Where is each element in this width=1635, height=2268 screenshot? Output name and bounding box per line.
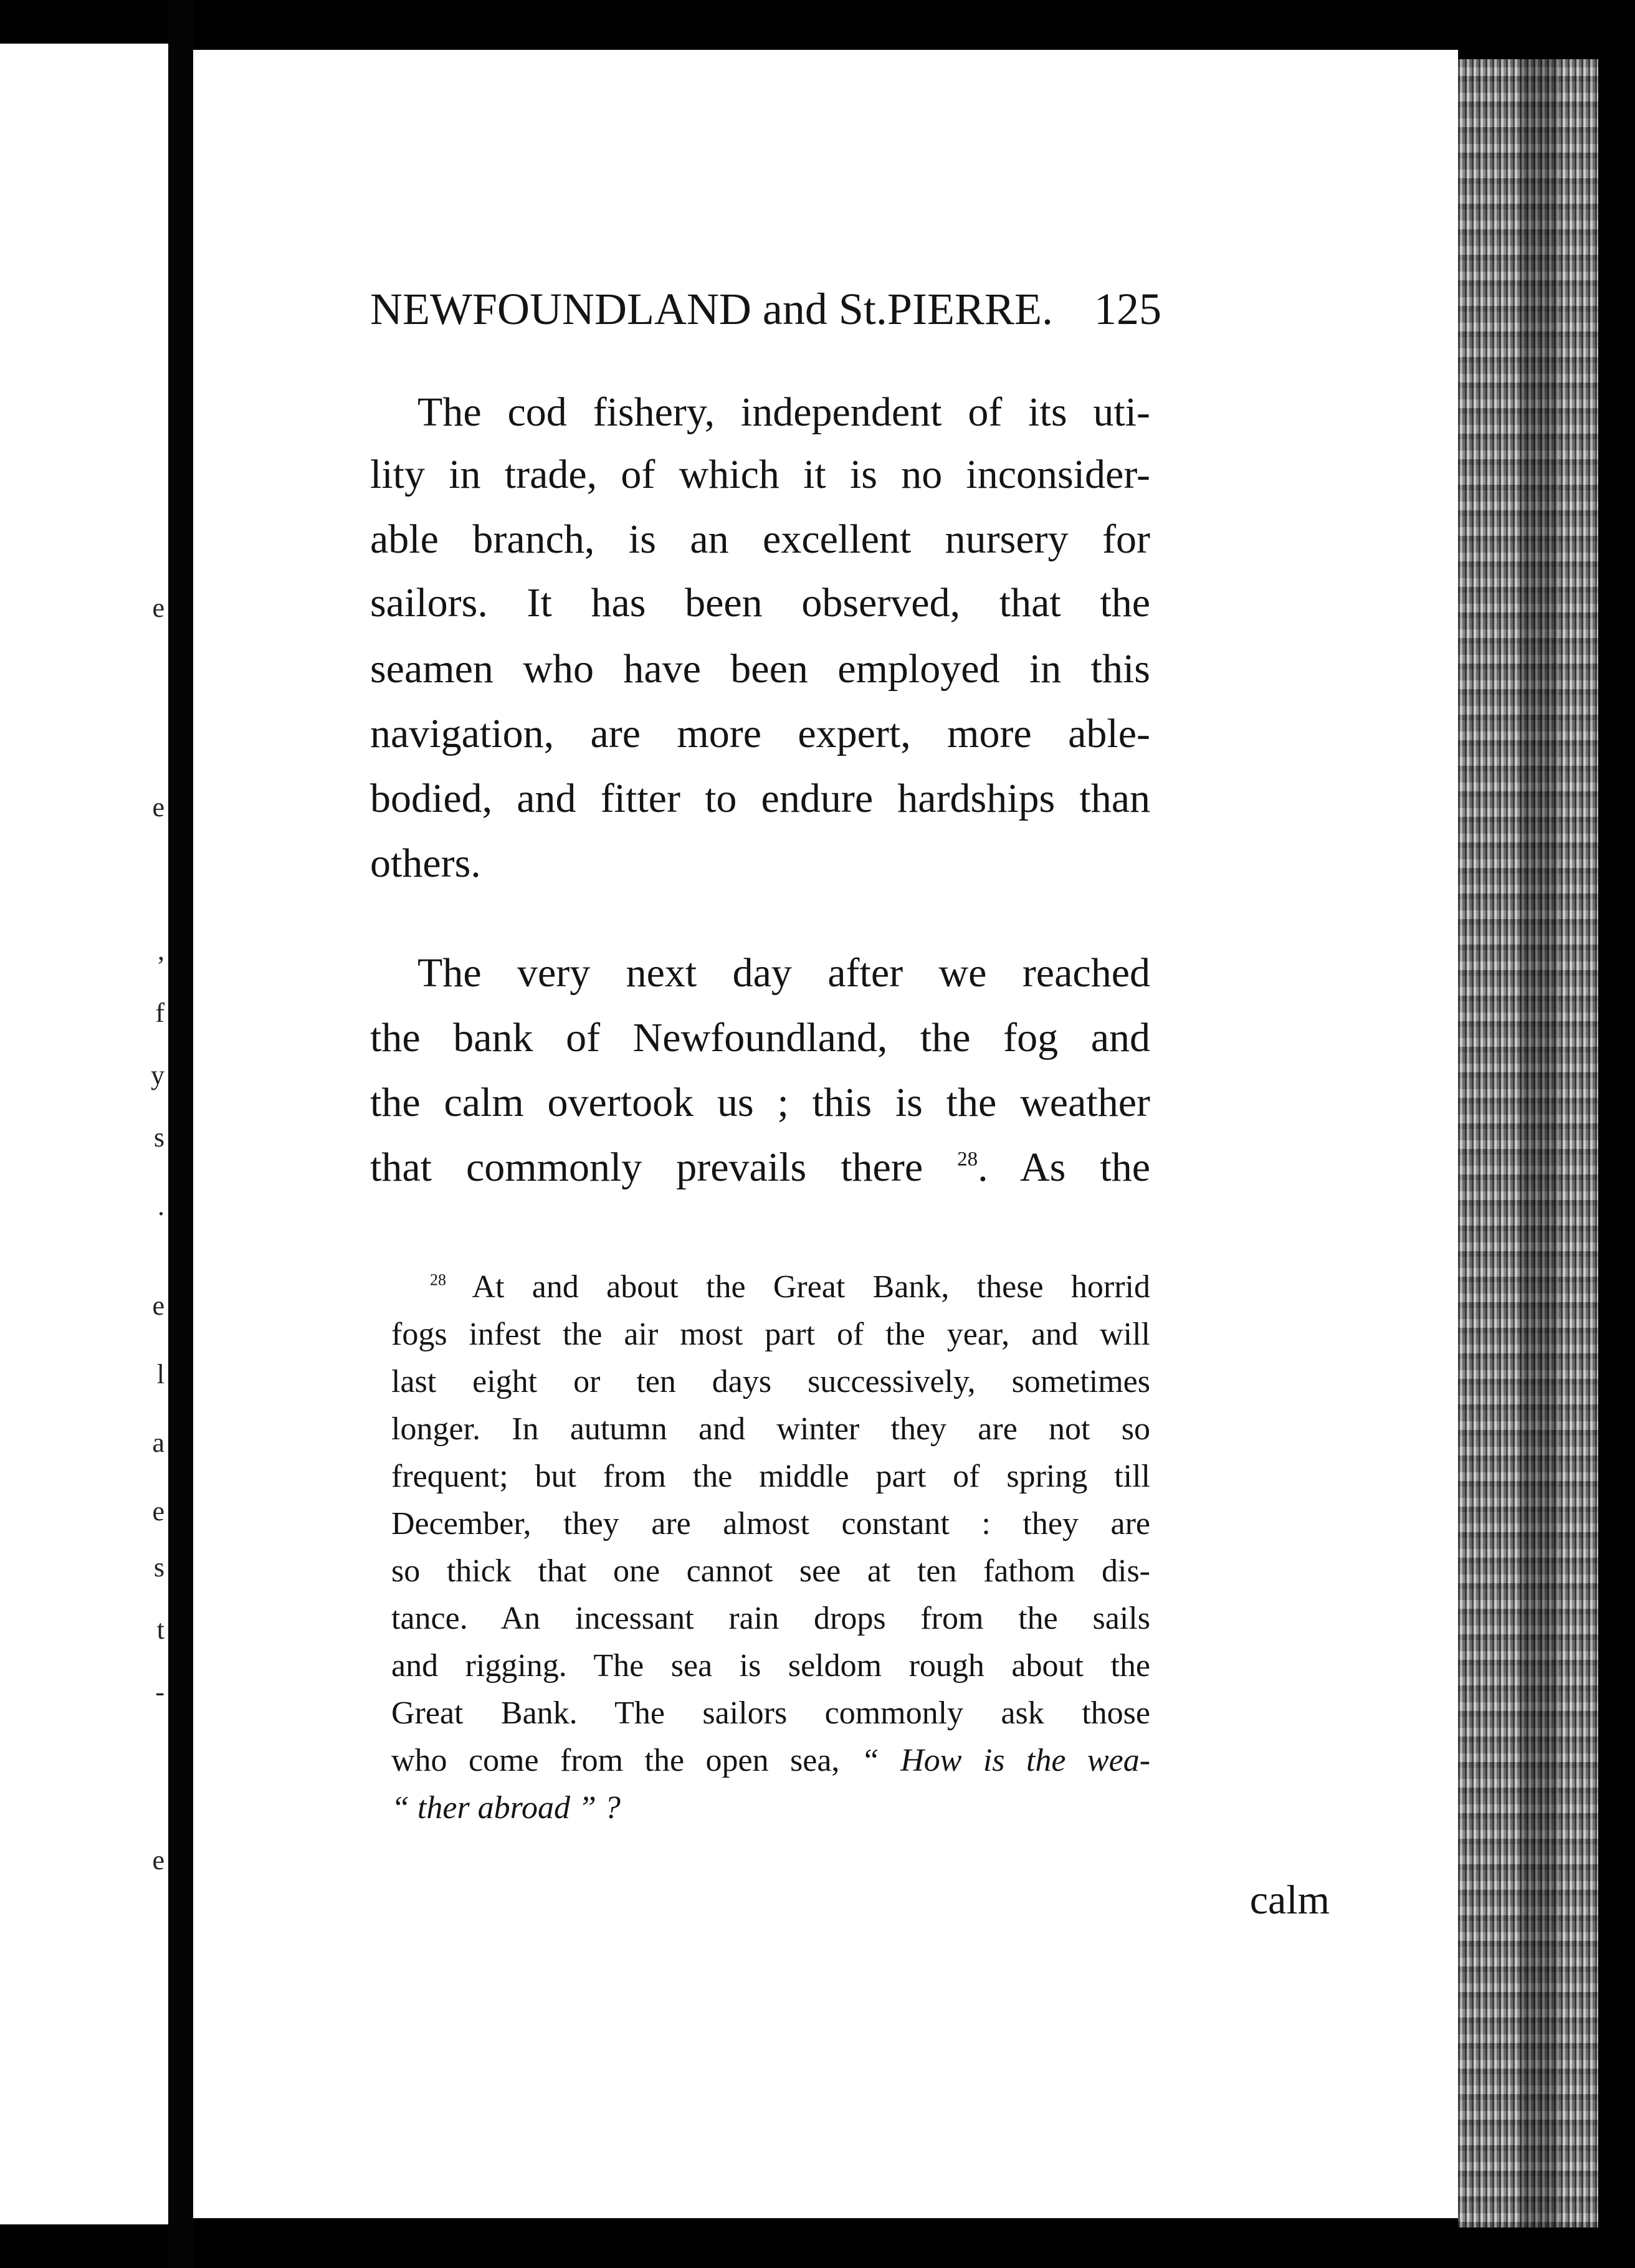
body-line: navigation, are more expert, more able-: [370, 711, 1150, 756]
body-line: seamen who have been employed in this: [370, 646, 1150, 692]
body-line: The very next day after we reached: [417, 950, 1150, 996]
footnote-line: longer. In autumn and winter they are not so: [391, 1411, 1150, 1447]
footnote-quote-end: [391, 1784, 1150, 1832]
running-head: [370, 278, 1161, 340]
body-text: that commonly prevails there: [370, 1145, 923, 1190]
footnote-quote: “ ther abroad ” ?: [391, 1790, 621, 1826]
footnote-line: tance. An incessant rain drops from the sails: [391, 1601, 1150, 1636]
footnote-text: who come from the open sea,: [391, 1743, 840, 1778]
footnote-marker: 28: [430, 1270, 446, 1289]
left-edge-letter: e: [152, 792, 164, 822]
footnote-first-line: [430, 1264, 1150, 1311]
footnote-line-with-quote: [391, 1737, 1150, 1784]
body-line: bodied, and fitter to endure hardships than: [370, 776, 1150, 821]
footnote-line: so thick that one cannot see at ten fathom dis-: [391, 1553, 1150, 1589]
body-line-with-note-ref: [370, 1136, 1150, 1199]
body-line: the calm overtook us ; this is the weather: [370, 1080, 1150, 1125]
footnote-quote: “ How is the wea-: [860, 1743, 1151, 1778]
left-page-fragment: [0, 44, 168, 2224]
left-edge-letter: y: [151, 1060, 164, 1090]
footnote-line: December, they are almost constant : they are: [391, 1506, 1150, 1541]
left-edge-letter: t: [156, 1614, 164, 1645]
footnote-line: last eight or ten days successively, sometimes: [391, 1364, 1150, 1399]
page-number: 125: [1094, 284, 1161, 334]
left-edge-letter: e: [152, 1496, 164, 1527]
left-edge-letter: -: [155, 1677, 164, 1707]
footnote-text: At and about the Great Bank, these horrid: [472, 1269, 1150, 1305]
body-text: . As the: [978, 1145, 1150, 1190]
footnote-reference: 28: [957, 1148, 978, 1171]
running-title: NEWFOUNDLAND and St.PIERRE.: [370, 284, 1053, 334]
catchword: calm: [1249, 1877, 1330, 1923]
body-line: The cod fishery, independent of its uti-: [417, 389, 1150, 435]
book-spine-shadow: [168, 0, 193, 2268]
left-edge-letter: l: [156, 1359, 164, 1389]
body-line: others.: [370, 841, 481, 886]
footnote-line: frequent; but from the middle part of spring till: [391, 1459, 1150, 1494]
left-edge-letter: e: [152, 593, 164, 623]
body-line: lity in trade, of which it is no inconsider-: [370, 452, 1150, 497]
left-edge-letter: s: [153, 1122, 164, 1153]
left-edge-letter: s: [153, 1552, 164, 1583]
page-block-edge-shadow: [1520, 59, 1558, 2228]
left-edge-letter: f: [155, 998, 164, 1028]
left-edge-letter: .: [158, 1191, 164, 1221]
body-line: sailors. It has been observed, that the: [370, 580, 1150, 626]
left-edge-letter: a: [152, 1427, 164, 1458]
footnote-line: fogs infest the air most part of the year, and will: [391, 1317, 1150, 1352]
footnote-line: Great Bank. The sailors commonly ask those: [391, 1695, 1150, 1731]
body-line: able branch, is an excellent nursery for: [370, 517, 1150, 562]
left-edge-letter: e: [152, 1290, 164, 1321]
body-line: the bank of Newfoundland, the fog and: [370, 1015, 1150, 1060]
footnote-line: and rigging. The sea is seldom rough about the: [391, 1648, 1150, 1684]
left-edge-letter: e: [152, 1845, 164, 1875]
left-edge-letter: ,: [158, 935, 164, 966]
